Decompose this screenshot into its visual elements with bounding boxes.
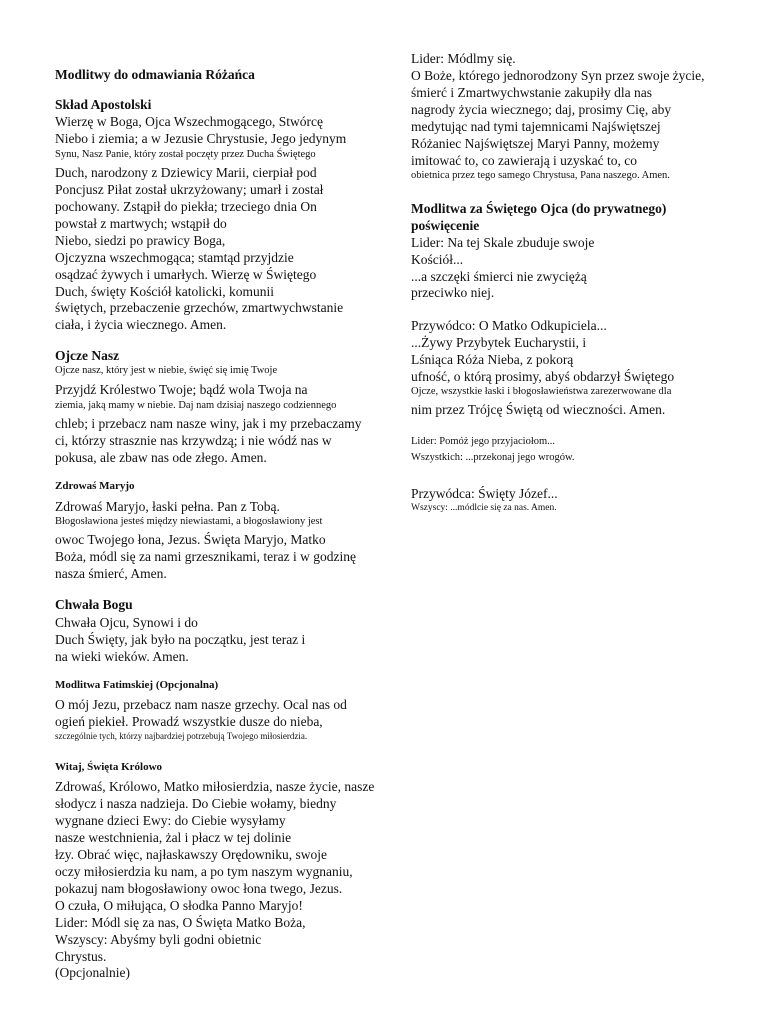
text-line: Przywódco: O Matko Odkupiciela...: [411, 318, 607, 333]
text-line: Kościół...: [411, 252, 464, 267]
text-line: Lider: Pomóż jego przyjaciołom...: [411, 436, 556, 447]
text-line: ogień piekieł. Prowadź wszystkie dusze do nieba,: [55, 714, 323, 729]
text-line: Przywódca: Święty Józef...: [411, 486, 558, 501]
text-line: owoc Twojego łona, Jezus. Święta Maryjo, Matko: [55, 532, 326, 547]
text-line: ...Żywy Przybytek Eucharystii, i: [411, 335, 587, 350]
text-line: nasze westchnienia, żal i płacz w tej dolinie: [55, 830, 292, 845]
text-line: Ojcze, wszystkie łaski i błogosławieństwa zarezerwowane dla: [411, 386, 672, 397]
text-line: Lśniąca Róża Nieba, z pokorą: [411, 352, 574, 367]
text-line: śmierć i Zmartwychwstanie zakupiły dla nas: [411, 85, 653, 100]
text-line: nagrody życia wiecznego; daj, prosimy Cię, aby: [411, 102, 672, 117]
text-line: Lider: Módlmy się.: [411, 51, 516, 66]
section-heading: Modlitwa za Świętego Ojca (do prywatnego): [411, 201, 667, 216]
section-heading: Witaj, Święta Królowo: [55, 761, 163, 773]
text-line: łzy. Obrać więc, najłaskawszy Orędowniku, swoje: [55, 847, 328, 862]
text-line: pokazuj nam błogosławiony owoc łona twego, Jezus.: [55, 881, 343, 896]
section-heading: Skład Apostolski: [55, 97, 152, 112]
text-line: Przyjdź Królestwo Twoje; bądź wola Twoja na: [55, 382, 308, 397]
text-line: osądzać żywych i umarłych. Wierzę w Świętego: [55, 267, 317, 282]
text-line: nim przez Trójcę Świętą od wieczności. Amen.: [411, 402, 666, 417]
text-line: szczególnie tych, którzy najbardziej potrzebują Twojego miłosierdzia.: [55, 731, 308, 741]
text-line: ufność, o którą prosimy, abyś obdarzył Świętego: [411, 369, 675, 384]
text-line: imitować to, co zawierają i uzyskać to, co: [411, 153, 638, 168]
text-line: Wierzę w Boga, Ojca Wszechmogącego, Stwórcę: [55, 114, 323, 129]
text-line: Duch, święty Kościół katolicki, komunii: [55, 284, 274, 299]
text-line: chleb; i przebacz nam nasze winy, jak i my przebaczamy: [55, 416, 362, 431]
text-line: Boża, módl się za nami grzesznikami, teraz i w godzinę: [55, 549, 357, 564]
text-line: pokusa, ale zbaw nas ode złego. Amen.: [55, 450, 267, 465]
text-line: Lider: Módl się za nas, O Święta Matko Boża,: [55, 915, 306, 930]
text-line: Wszyscy: Abyśmy byli godni obietnic: [55, 932, 262, 947]
text-line: Duch, narodzony z Dziewicy Marii, cierpiał pod: [55, 165, 317, 180]
text-line: nasza śmierć, Amen.: [55, 566, 167, 581]
text-line: Niebo, siedzi po prawicy Boga,: [55, 233, 226, 248]
section-heading: Ojcze Nasz: [55, 348, 120, 363]
text-line: O Boże, którego jednorodzony Syn przez swoje życie,: [411, 68, 705, 83]
text-line: medytując nad tymi tajemnicami Najświętszej: [411, 119, 661, 134]
text-line: Poncjusz Piłat został ukrzyżowany; umarł i został: [55, 182, 324, 197]
text-line: ...a szczęki śmierci nie zwyciężą: [411, 269, 587, 284]
section-heading: Modlitwa Fatimskiej (Opcjonalna): [55, 679, 219, 691]
text-line: Zdrowaś, Królowo, Matko miłosierdzia, nasze życie, nasze: [55, 779, 375, 794]
text-line: Duch Święty, jak było na początku, jest teraz i: [55, 632, 306, 647]
text-line: oczy miłosierdzia ku nam, a po tym naszym wygnaniu,: [55, 864, 353, 879]
text-line: wygnane dzieci Ewy: do Ciebie wysyłamy: [55, 813, 286, 828]
text-line: Błogosławiona jesteś między niewiastami, a błogosławiony jest: [55, 516, 323, 527]
section-heading: Zdrowaś Maryjo: [55, 480, 135, 492]
text-line: ciała, i życia wiecznego. Amen.: [55, 317, 227, 332]
text-line: Wszystkich: ...przekonaj jego wrogów.: [411, 452, 575, 463]
text-line: przeciwko niej.: [411, 285, 495, 300]
text-line: O czuła, O miłująca, O słodka Panno Maryjo!: [55, 898, 303, 913]
text-line: Niebo i ziemia; a w Jezusie Chrystusie, Jego jedynym: [55, 131, 347, 146]
text-line: na wieki wieków. Amen.: [55, 649, 189, 664]
text-line: ziemia, jaką mamy w niebie. Daj nam dzisiaj naszego codziennego: [55, 400, 337, 411]
text-line: Różaniec Najświętszej Maryi Panny, możemy: [411, 136, 660, 151]
text-line: Chrystus.: [55, 949, 107, 964]
text-line: Zdrowaś Maryjo, łaski pełna. Pan z Tobą.: [55, 499, 280, 514]
text-line: Ojczyzna wszechmogąca; stamtąd przyjdzie: [55, 250, 294, 265]
section-heading: poświęcenie: [411, 218, 480, 233]
text-line: Wszyscy: ...módlcie się za nas. Amen.: [411, 503, 557, 513]
text-line: Chwała Ojcu, Synowi i do: [55, 615, 198, 630]
text-line: powstał z martwych; wstąpił do: [55, 216, 227, 231]
text-line: świętych, przebaczenie grzechów, zmartwychwstanie: [55, 300, 344, 315]
text-line: Lider: Na tej Skale zbuduje swoje: [411, 235, 595, 250]
text-line: (Opcjonalnie): [55, 965, 130, 980]
document-title: Modlitwy do odmawiania Różańca: [55, 67, 255, 82]
text-line: słodycz i nasza nadzieja. Do Ciebie wołamy, biedny: [55, 796, 337, 811]
text-line: O mój Jezu, przebacz nam nasze grzechy. Ocal nas od: [55, 697, 347, 712]
text-line: Ojcze nasz, który jest w niebie, święć się imię Twoje: [55, 365, 278, 376]
text-line: ci, którzy strasznie nas krzywdzą; i nie wódź nas w: [55, 433, 332, 448]
text-line: Synu, Nasz Panie, który został poczęty przez Ducha Świętego: [55, 149, 316, 160]
text-line: obietnica przez tego samego Chrystusa, Pana naszego. Amen.: [411, 170, 670, 181]
section-heading: Chwała Bogu: [55, 597, 133, 612]
text-line: pochowany. Zstąpił do piekła; trzeciego dnia On: [55, 199, 317, 214]
